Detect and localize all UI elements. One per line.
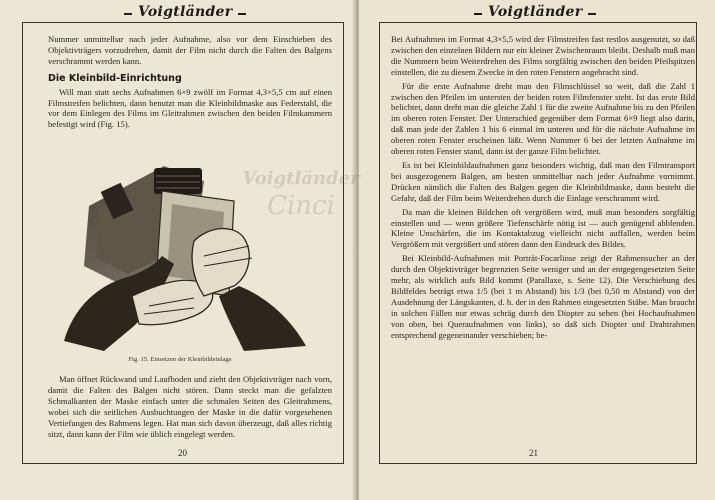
parallax-paragraph: Bei Kleinbild-Aufnahmen mit Porträt-Focarlinse zeigt der Rahmensucher an der durch den Objektivträger begrenzten Seite weniger und an der entgegengesetzten Seite mehr, als wirklich aufs Bild kommt (Parallaxe, s. Seite 12). Die Verschiebung des Bildfeldes beträgt etwa 1/5 (bei 1 m Abstand) bis 1/3 (bei 0,50 m Abstand) von der Ausdehnung der Längskanten, d. h. der in den Rahmen eingesetzten Stäbe. Man braucht in solchen Fällen nur etwas schräg durch den Diopter zu sehen (bei Hochaufnahmen von oben, bei Queraufnahmen von links), so daß sich Diopter und Drahtrahmen entsprechend gegeneinander verschieben; be-: [391, 253, 695, 340]
focus-paragraph: Da man die kleinen Bildchen oft vergrößern wird, muß man besonders sorgfältig einstellen und — wenn größere Tiefenschärfe nötig ist — auch genügend abblenden. Kleine Unschärfen, die im Kontaktabzug vielleicht nicht auffallen, werden beim Vergrößern mit vergrößert und stören dann den Eindruck des Bildes.: [391, 206, 695, 250]
format-paragraph: Bei Aufnahmen im Format 4,3×5,5 wird der Filmstreifen fast restlos ausgenutzt, so daß zwischen den einzelnen Bildern nur ein kleiner Zwischenraum bleibt. Deshalb muß man die Nummern beim Weiterdrehen des Films sorgfältig zwischen den beiden Pfeilspitzen einstellen, die zu diesem Zwecke in den roten Fenstern angebracht sind.: [391, 34, 695, 77]
kleinbild-paragraph: Will man statt sechs Aufnahmen 6×9 zwölf im Format 4,3×5,5 cm auf einen Filmstreifen belichten, dann benutzt man die Kleinbildmaske aus Federstahl, die vor dem Einlegen des Films im Gleitrahmen zwischen den beiden Filmkammern befestigt wird (Fig. 15).: [48, 86, 332, 130]
voigtlaender-logo: Voigtländer: [132, 4, 238, 20]
right-page: [359, 0, 715, 500]
instruction-paragraph: Man öffnet Rückwand und Laufboden und zieht den Objektivträger nach vorn, damit die Falten des Balgen nicht stören. Dann steckt man die gefalzten Schmalkanten der Maske einfach unter die schmalen Seiten des Gleitrahmens, wobei sich die seitlichen Ausbuchtungen der Maske in die dafür vorgesehenen Vertiefungen des Rahmens legen. Hat man sich davon überzeugt, daß alles richtig sitzt, dann kann der Film wie üblich eingelegt werden.: [48, 374, 332, 439]
watermark: [226, 168, 376, 238]
first-exposure-paragraph: Für die erste Aufnahme dreht man den Filmschlüssel so weit, daß die Zahl 1 zwischen den Pfeilen im untersten der beiden roten Filmfenster steht. Ist das erste Bild belichtet, dann dreht man die gleiche Zahl 1 für die zweite Aufnahme bis zu den Pfeilen im oberen roten Fenster. Der Unterschied gegenüber dem Format 6×9 liegt also darin, daß man jede der Zahlen 1 bis 6 einmal im unteren und für die nächste Aufnahme im oberen roten Fenster erscheinen läßt. Wenn Nummer 6 bei der letzten Aufnahme im oberen roten Fenster stand, dann ist der ganze Film belichtet.: [391, 80, 695, 157]
intro-paragraph: Nummer unmittelbar nach jeder Aufnahme, also vor dem Einschieben des Objektivträgers vorzudrehen, damit der Film nicht durch die Falten des Balgens verschrammt werden kann.: [48, 34, 332, 66]
left-page: [0, 0, 356, 500]
left-text-top: [48, 34, 332, 133]
section-heading: Die Kleinbild-Einrichtung: [48, 72, 182, 84]
page-number-left: 20: [178, 448, 187, 458]
figure-caption: Fig. 15. Einsetzen der Kleinbildeinlage: [128, 356, 232, 363]
watermark-name: Cinci: [267, 191, 335, 221]
film-transport-paragraph: Es ist bei Kleinbildaufnahmen ganz besonders wichtig, daß man den Filmtransport bei ausgezogenem Balgen, am besten unmittelbar nach jeder Aufnahme vornimmt. Drücken nämlich die Falten des Balgen gegen die Kleinbildmaske, dann besteht die Gefahr, daß der Film beim Weiterdrehen durch die Einlage verschrammt wird.: [391, 159, 695, 203]
watermark-brand: Voigtländer: [242, 168, 360, 189]
page-number-right: 21: [529, 448, 538, 458]
left-text-bottom: [48, 374, 332, 442]
voigtlaender-logo: Voigtländer: [482, 4, 588, 20]
right-text: [391, 34, 695, 343]
